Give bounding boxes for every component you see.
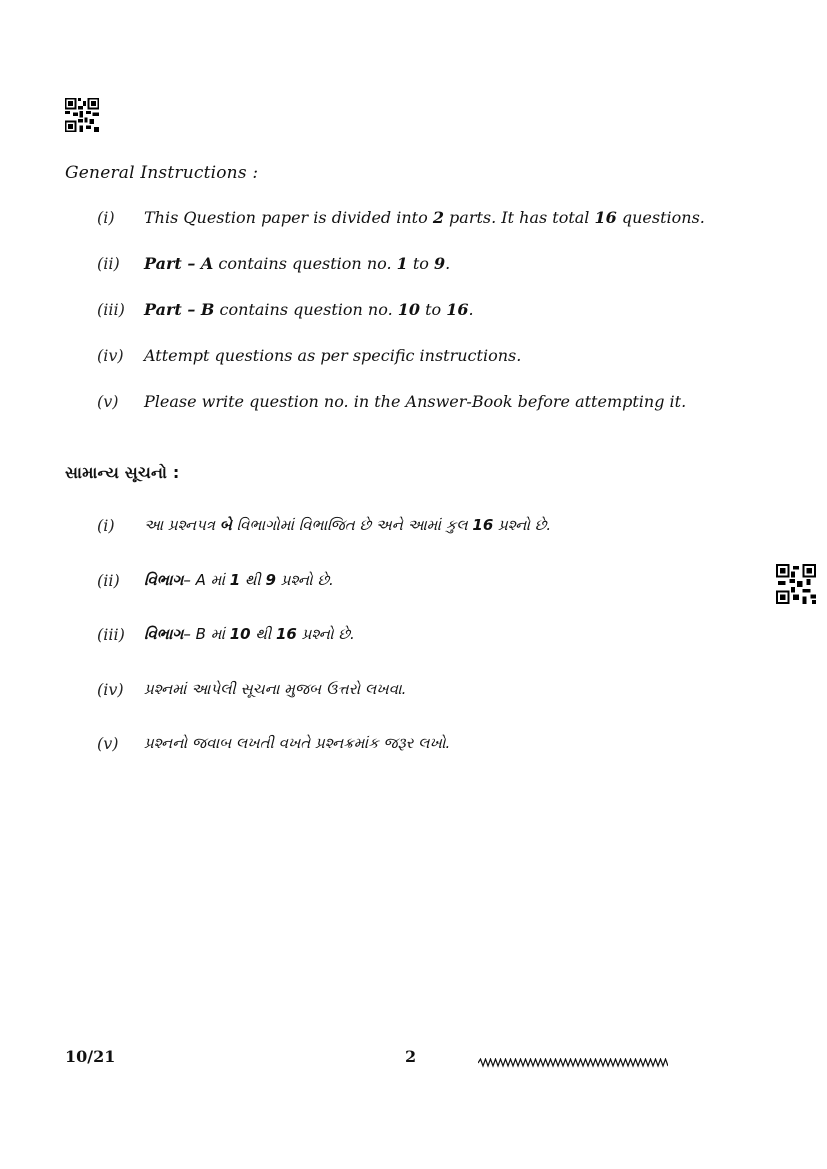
text-run: પ્રશ્નો છે. (493, 516, 552, 534)
emphasis-text: 1 (229, 570, 241, 589)
emphasis-text: 9 (434, 254, 446, 273)
instruction-number: (ii) (97, 254, 120, 273)
text-run: પ્રશ્નો છે. (275, 570, 334, 589)
text-run: . (468, 300, 474, 319)
text-run: વિભાગોમાં વિભાજિત છે અને આમાં કુલ (231, 516, 473, 534)
qr-code-icon (776, 564, 816, 604)
emphasis-text: 2 (432, 208, 444, 227)
instruction-text (144, 680, 406, 698)
instruction-number: (iv) (97, 679, 124, 699)
text-run: આ પ્રશ્નપત્ર (144, 516, 220, 534)
instruction-number: (i) (97, 516, 115, 535)
instruction-number: (i) (97, 208, 115, 227)
text-run: થી (240, 570, 266, 589)
gujarati-instructions-heading: સામાન્ય સૂચનો : (65, 463, 180, 482)
instruction-text (144, 734, 450, 752)
text-run: – A માં (183, 570, 230, 589)
emphasis-text: 9 (265, 570, 276, 589)
instruction-number: (iii) (97, 625, 125, 644)
instruction-number: (iii) (97, 300, 125, 319)
text-run: પ્રશ્નો છે. (296, 625, 355, 643)
instruction-text (144, 571, 334, 589)
instruction-text (144, 625, 355, 643)
instruction-text (144, 516, 551, 534)
page-number: 2 (405, 1047, 417, 1066)
text-run: પ્રશ્નનો જવાબ લખતી વખતે પ્રશ્નક્રમાંક જરૂર લખો. (144, 734, 451, 752)
emphasis-text: 16 (275, 625, 297, 643)
text-run: contains question no. (214, 300, 398, 319)
text-run: parts. It has total (443, 208, 595, 227)
emphasis-text: Part – B (144, 300, 215, 319)
emphasis-text: બે (219, 516, 232, 534)
text-run: to (420, 300, 447, 319)
text-run: This Question paper is divided into (144, 208, 433, 227)
text-run: Please write question no. in the Answer-Book before attempting it. (144, 392, 687, 411)
emphasis-text: 10 (397, 300, 421, 319)
emphasis-text: 16 (446, 300, 469, 319)
instruction-number: (ii) (97, 570, 120, 590)
text-run: – B માં (183, 625, 230, 643)
text-run: to (407, 254, 435, 273)
emphasis-text: વિભાગ (144, 570, 184, 589)
emphasis-text: 16 (594, 208, 617, 227)
instruction-text (144, 392, 686, 411)
instruction-text (144, 300, 474, 319)
text-run: questions. (616, 208, 705, 227)
emphasis-text: 16 (472, 516, 494, 534)
text-run: પ્રશ્નમાં આપેલી સૂચના મુજબ ઉત્તરો લખવા. (144, 679, 407, 698)
text-run: Attempt questions as per specific instructions. (144, 346, 522, 365)
instruction-text (144, 254, 450, 273)
instruction-number: (v) (97, 392, 119, 411)
instruction-text (144, 346, 521, 365)
emphasis-text: 10 (229, 625, 251, 643)
general-instructions-heading: General Instructions : (65, 163, 259, 183)
emphasis-text: 1 (396, 254, 408, 273)
instruction-text (144, 208, 705, 227)
paper-code: 10/21 (65, 1047, 116, 1066)
emphasis-text: Part – A (144, 254, 214, 273)
text-run: contains question no. (213, 254, 397, 273)
text-run: . (445, 254, 451, 273)
qr-code-icon (65, 98, 99, 132)
text-run: થી (250, 625, 276, 643)
wavy-line-decoration (478, 1053, 668, 1063)
instruction-number: (iv) (97, 346, 124, 365)
instruction-number: (v) (97, 734, 119, 753)
emphasis-text: વિભાગ (144, 625, 184, 643)
